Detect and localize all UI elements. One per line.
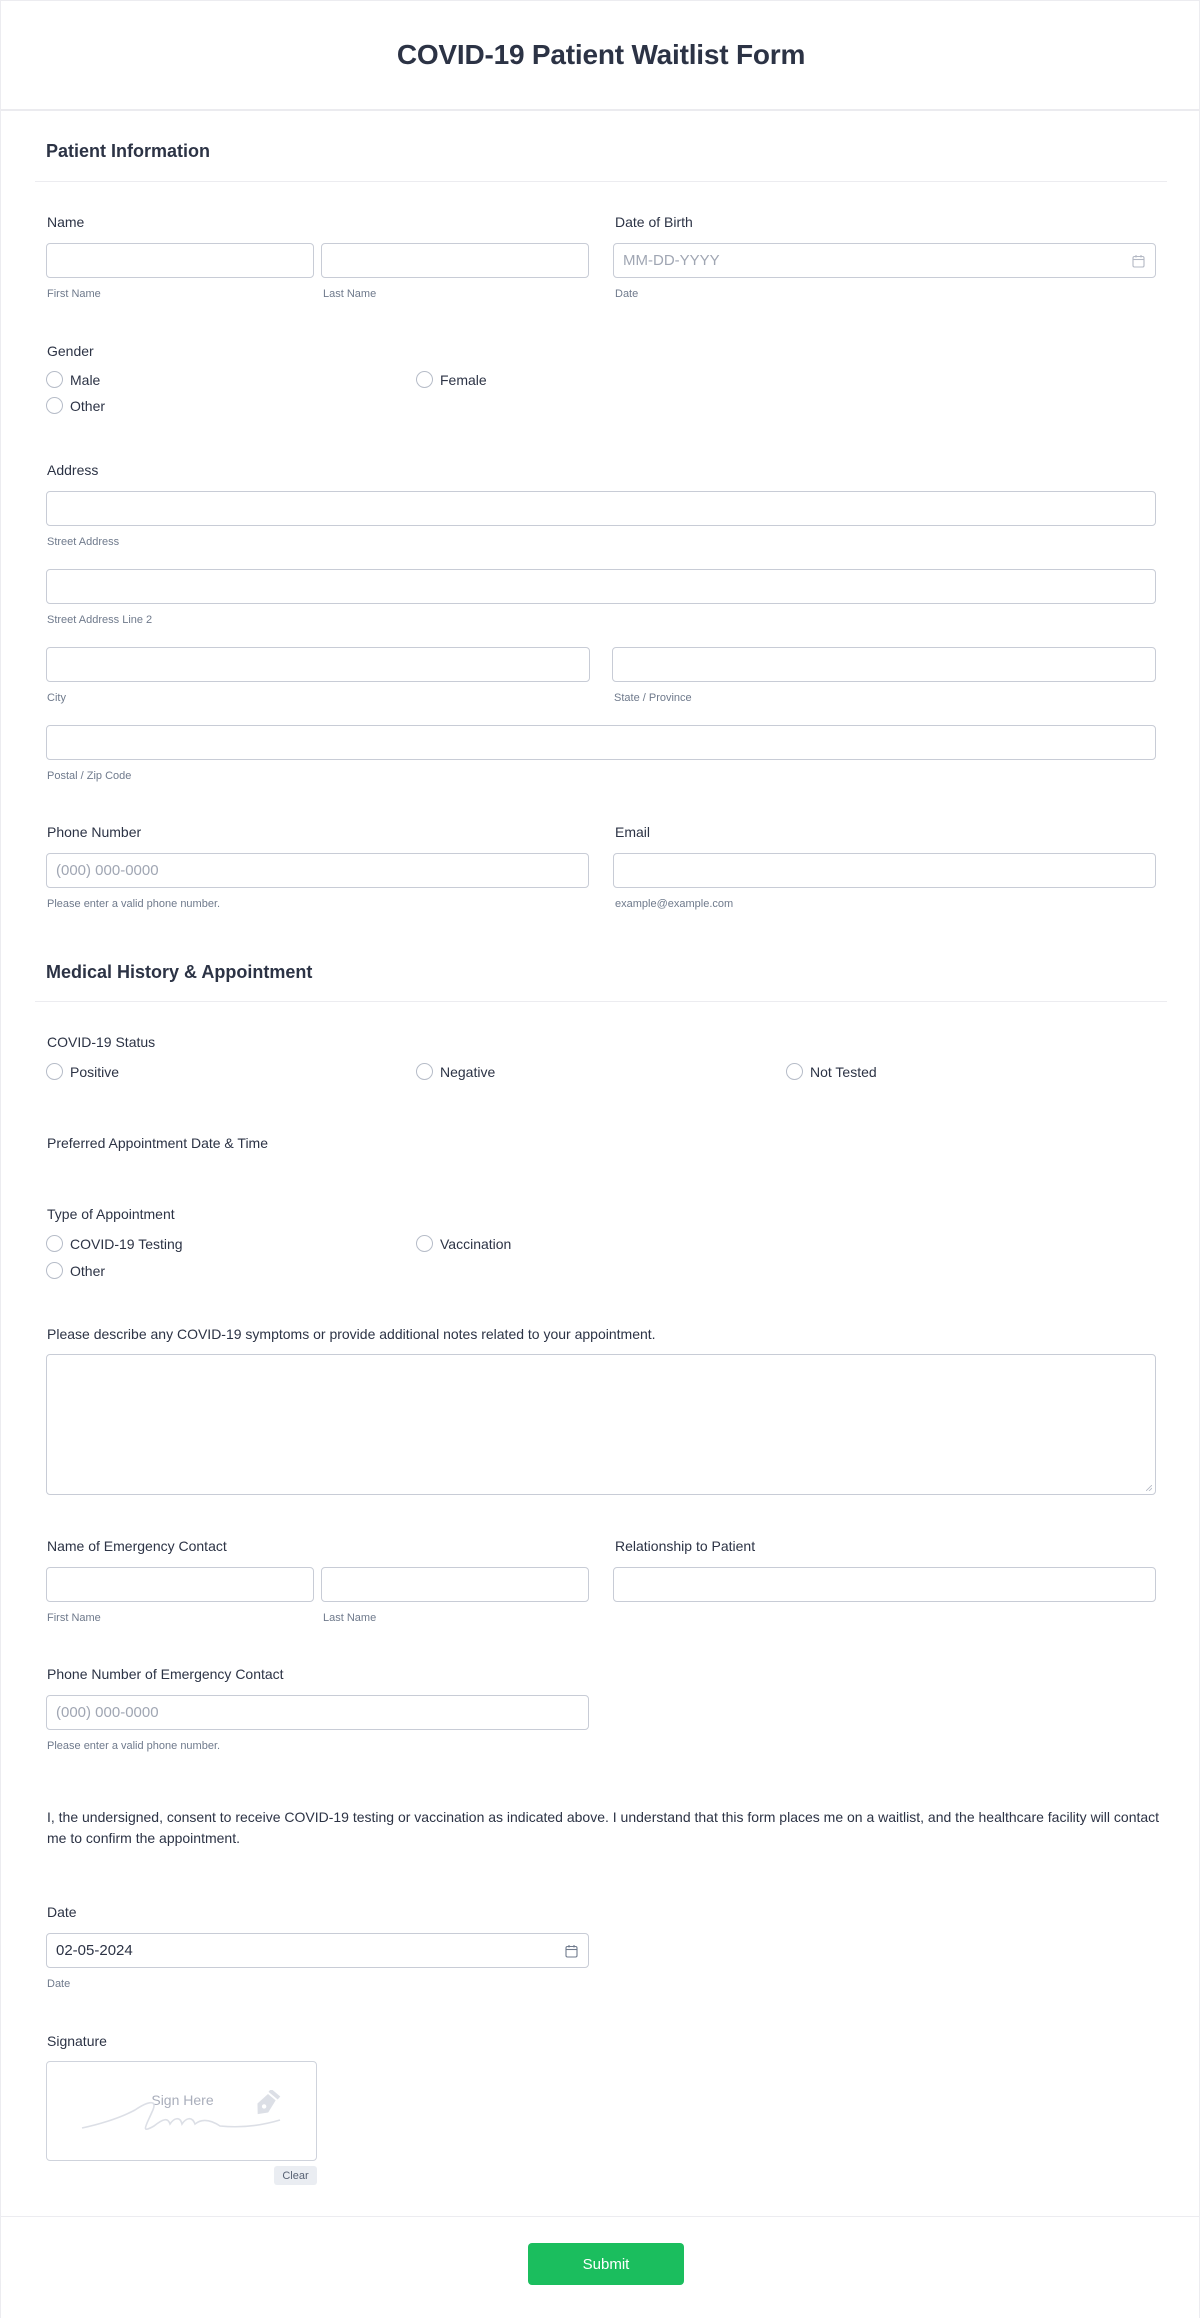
dob-label: Date of Birth bbox=[615, 214, 693, 230]
appointment-type-option-testing[interactable]: COVID-19 Testing bbox=[46, 1235, 183, 1252]
city-input[interactable] bbox=[46, 647, 590, 682]
signature-pad[interactable] bbox=[46, 2061, 317, 2161]
first-name-input[interactable] bbox=[46, 243, 314, 278]
section-divider bbox=[35, 1001, 1167, 1002]
state-sublabel: State / Province bbox=[614, 692, 692, 704]
radio-circle[interactable] bbox=[416, 1063, 433, 1080]
section-divider bbox=[35, 181, 1167, 182]
radio-circle[interactable] bbox=[46, 1235, 63, 1252]
calendar-icon[interactable] bbox=[1132, 254, 1145, 268]
street-address-line2-input[interactable] bbox=[46, 569, 1156, 604]
emergency-phone-sublabel: Please enter a valid phone number. bbox=[47, 1740, 221, 1752]
phone-input[interactable] bbox=[46, 853, 589, 888]
relationship-label: Relationship to Patient bbox=[615, 1538, 756, 1554]
date-sublabel: Date bbox=[47, 1978, 71, 1990]
radio-circle[interactable] bbox=[416, 1235, 433, 1252]
email-sublabel: example@example.com bbox=[615, 898, 734, 910]
calendar-icon[interactable] bbox=[565, 1944, 578, 1958]
radio-circle[interactable] bbox=[46, 1063, 63, 1080]
footer-divider bbox=[1, 2216, 1200, 2217]
consent-text: I, the undersigned, consent to receive COVID-19 testing or vaccination as indicated above. I understand that this form places me on a waitlist, and the healthcare facility will contact me to confirm the appointment. bbox=[47, 1809, 1160, 1846]
city-sublabel: City bbox=[47, 692, 66, 704]
form-title: COVID-19 Patient Waitlist Form bbox=[396, 39, 806, 70]
covid-status-option-negative[interactable]: Negative bbox=[416, 1063, 495, 1080]
notes-label: Please describe any COVID-19 symptoms or provide additional notes related to your appointment. bbox=[47, 1326, 656, 1342]
signature-scribble-icon bbox=[80, 2090, 290, 2135]
date-input[interactable] bbox=[46, 1933, 589, 1968]
section-title-medical: Medical History & Appointment bbox=[46, 962, 313, 982]
appointment-type-option-vaccination[interactable]: Vaccination bbox=[416, 1235, 511, 1252]
notes-textarea[interactable] bbox=[46, 1354, 1156, 1495]
resize-handle-icon[interactable] bbox=[1146, 1485, 1152, 1491]
emergency-first-name-sublabel: First Name bbox=[47, 1612, 101, 1624]
name-label: Name bbox=[47, 214, 85, 230]
radio-circle[interactable] bbox=[786, 1063, 803, 1080]
address-label: Address bbox=[47, 462, 99, 478]
form-header bbox=[1, 1, 1200, 111]
date-label: Date bbox=[47, 1904, 77, 1920]
emergency-name-label: Name of Emergency Contact bbox=[47, 1538, 227, 1554]
street-address-input[interactable] bbox=[46, 491, 1156, 526]
last-name-sublabel: Last Name bbox=[323, 288, 377, 300]
emergency-phone-label: Phone Number of Emergency Contact bbox=[47, 1666, 284, 1682]
email-label: Email bbox=[615, 824, 651, 840]
state-input[interactable] bbox=[612, 647, 1156, 682]
covid-status-label: COVID-19 Status bbox=[47, 1034, 156, 1050]
signature-label: Signature bbox=[47, 2033, 107, 2049]
radio-circle[interactable] bbox=[46, 371, 63, 388]
first-name-sublabel: First Name bbox=[47, 288, 101, 300]
submit-button[interactable]: Submit bbox=[528, 2243, 684, 2285]
dob-input[interactable] bbox=[613, 243, 1156, 278]
phone-label: Phone Number bbox=[47, 824, 142, 840]
last-name-input[interactable] bbox=[321, 243, 589, 278]
date-value: 02-05-2024 bbox=[56, 1942, 133, 1959]
zip-code-sublabel: Postal / Zip Code bbox=[47, 770, 132, 782]
signature-placeholder: Sign Here bbox=[151, 2092, 214, 2108]
emergency-first-name-input[interactable] bbox=[46, 1567, 314, 1602]
phone-placeholder: (000) 000-0000 bbox=[56, 862, 159, 879]
gender-option-male[interactable]: Male bbox=[46, 371, 100, 388]
relationship-input[interactable] bbox=[613, 1567, 1156, 1602]
gender-label: Gender bbox=[47, 343, 94, 359]
radio-circle[interactable] bbox=[46, 1262, 63, 1279]
appointment-type-label: Type of Appointment bbox=[47, 1206, 175, 1222]
dob-sublabel: Date bbox=[615, 288, 639, 300]
emergency-last-name-input[interactable] bbox=[321, 1567, 589, 1602]
phone-sublabel: Please enter a valid phone number. bbox=[47, 898, 221, 910]
street-address-line2-sublabel: Street Address Line 2 bbox=[47, 614, 153, 626]
email-input[interactable] bbox=[613, 853, 1156, 888]
signature-clear-button[interactable]: Clear bbox=[274, 2166, 317, 2185]
zip-code-input[interactable] bbox=[46, 725, 1156, 760]
appointment-datetime-label: Preferred Appointment Date & Time bbox=[47, 1135, 268, 1151]
dob-placeholder: MM-DD-YYYY bbox=[623, 252, 720, 269]
covid-status-option-not-tested[interactable]: Not Tested bbox=[786, 1063, 877, 1080]
covid-status-option-positive[interactable]: Positive bbox=[46, 1063, 119, 1080]
appointment-type-option-other[interactable]: Other bbox=[46, 1262, 105, 1279]
radio-circle[interactable] bbox=[416, 371, 433, 388]
emergency-last-name-sublabel: Last Name bbox=[323, 1612, 377, 1624]
emergency-phone-input[interactable] bbox=[46, 1695, 589, 1730]
street-address-sublabel: Street Address bbox=[47, 536, 120, 548]
gender-option-female[interactable]: Female bbox=[416, 371, 487, 388]
section-title-patient-info: Patient Information bbox=[46, 141, 211, 161]
emergency-phone-placeholder: (000) 000-0000 bbox=[56, 1704, 159, 1721]
gender-option-other[interactable]: Other bbox=[46, 397, 105, 414]
radio-circle[interactable] bbox=[46, 397, 63, 414]
